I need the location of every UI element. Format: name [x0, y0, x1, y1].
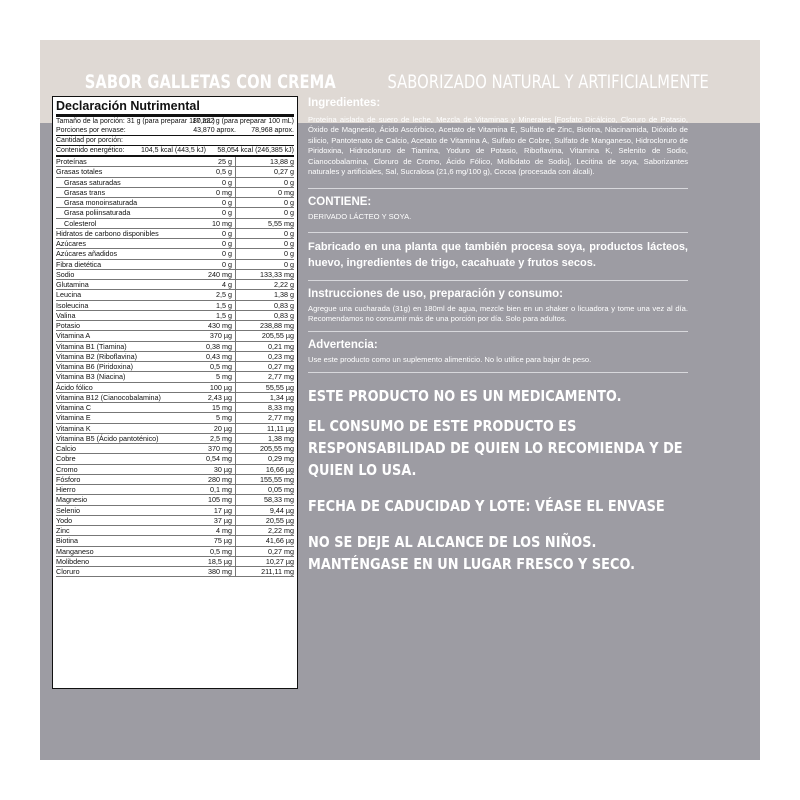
nutrient-row: [56, 301, 294, 311]
info-column: [308, 96, 688, 575]
nutrient-value-per-serving: 4 mg: [180, 526, 236, 535]
divider: [308, 188, 688, 189]
nutrient-value-per-100ml: 1,38 g: [274, 290, 294, 300]
nutrient-value-per-serving: 280 mg: [180, 475, 236, 484]
nutrient-row: [56, 280, 294, 290]
ingredients-title: Ingredientes:: [308, 97, 381, 109]
nutrient-value-per-100ml: 0 g: [284, 259, 294, 269]
amount-per-serving-label: Cantidad por porción:: [56, 137, 123, 144]
servings-per-container-row: [56, 126, 294, 136]
nutrient-row: [56, 331, 294, 341]
nutrient-value-per-100ml: 1,38 mg: [268, 433, 294, 443]
nutrient-row: [56, 167, 294, 177]
flavor-title: SABOR GALLETAS CON CREMA: [84, 70, 336, 93]
nutrient-value-per-100ml: 1,34 µg: [269, 392, 294, 402]
nutrient-value-per-100ml: 0 g: [284, 249, 294, 259]
nutrient-value-per-serving: 17 µg: [180, 506, 236, 515]
nutrient-name: Colesterol: [64, 218, 97, 228]
divider: [308, 232, 688, 233]
nutrient-value-per-100ml: 13,88 g: [270, 157, 294, 166]
nutrient-value-per-100ml: 58,33 mg: [264, 495, 294, 505]
nutrient-value-per-serving: 2,5 mg: [180, 434, 236, 443]
nutrient-value-per-serving: 0,5 g: [180, 167, 236, 176]
nutrient-name: Vitamina B5 (Ácido pantoténico): [56, 433, 159, 443]
nutrient-value-per-serving: 0,5 mg: [180, 547, 236, 556]
nutrient-name: Vitamina A: [56, 331, 91, 341]
nutrient-value-per-serving: 0,1 mg: [180, 485, 236, 494]
instructions-title: Instrucciones de uso, preparación y consumo:: [308, 287, 563, 300]
nutrient-value-per-serving: 0,38 mg: [180, 342, 236, 351]
nutrient-name: Grasas trans: [64, 187, 106, 197]
nutrient-row: [56, 321, 294, 331]
nutrient-row: [56, 260, 294, 270]
nutrient-name: Magnesio: [56, 495, 88, 505]
not-medicine-notice: ESTE PRODUCTO NO ES UN MEDICAMENTO.: [308, 387, 622, 406]
nutrient-value-per-100ml: 41,66 µg: [265, 536, 294, 546]
nutrient-value-per-serving: 370 mg: [180, 444, 236, 453]
energy-row: [56, 146, 294, 157]
nutrient-value-per-100ml: 55,55 µg: [265, 382, 294, 392]
warning-title: Advertencia:: [308, 338, 378, 351]
nutrient-value-per-serving: 0 g: [180, 178, 236, 187]
nutrient-value-per-100ml: 9,44 µg: [269, 505, 294, 515]
nutrient-name: Hidratos de carbono disponibles: [56, 228, 159, 238]
nutrient-name: Selenio: [56, 505, 80, 515]
nutrient-row: [56, 383, 294, 393]
nutrient-row: [56, 485, 294, 495]
nutrient-value-per-serving: 0 mg: [180, 188, 236, 197]
nutrient-value-per-serving: 430 mg: [180, 321, 236, 330]
nutrient-value-per-serving: 380 mg: [180, 567, 236, 576]
nutrient-name: Biotina: [56, 536, 78, 546]
nutrient-value-per-serving: 18,5 µg: [180, 557, 236, 566]
nutrient-name: Molibdeno: [56, 556, 90, 566]
nutrient-value-per-serving: 4 g: [180, 280, 236, 289]
nutrient-name: Potasio: [56, 321, 80, 330]
nutrient-name: Grasas saturadas: [64, 177, 121, 187]
nutrient-row: [56, 536, 294, 546]
nutrient-name: Azúcares: [56, 239, 86, 248]
nutrient-value-per-serving: 0,43 mg: [180, 352, 236, 361]
divider: [308, 331, 688, 332]
nutrient-value-per-serving: 0 g: [180, 260, 236, 269]
nutrient-row: [56, 249, 294, 259]
nutrient-row: [56, 434, 294, 444]
nutrient-name: Vitamina B12 (Cianocobalamina): [56, 392, 161, 402]
contains-text: DERIVADO LÁCTEO Y SOYA.: [308, 212, 412, 222]
nutrient-row: [56, 526, 294, 536]
nutrient-name: Vitamina B1 (Tiamina): [56, 341, 127, 351]
nutrient-value-per-100ml: 5,55 mg: [268, 218, 294, 228]
nutrient-value-per-serving: 1,5 g: [180, 301, 236, 310]
nutrient-name: Vitamina B2 (Riboflavina): [56, 351, 137, 361]
nutrient-name: Valina: [56, 310, 76, 320]
nutrient-value-per-100ml: 2,22 g: [274, 280, 294, 289]
nutrient-name: Cloruro: [56, 567, 80, 576]
nutrient-value-per-serving: 2,43 µg: [180, 393, 236, 402]
nutrient-value-per-100ml: 133,33 mg: [260, 269, 294, 279]
nutrient-row: [56, 219, 294, 229]
nutrient-value-per-100ml: 0,83 g: [274, 310, 294, 320]
flavor-subtitle: SABORIZADO NATURAL Y ARTIFICIALMENTE: [387, 70, 710, 93]
responsibility-notice: EL CONSUMO DE ESTE PRODUCTO ES RESPONSABILIDAD DE QUIEN LO RECOMIENDA Y DE QUIEN LO USA.: [308, 417, 683, 480]
nutrient-name: Grasa monoinsaturada: [64, 198, 138, 207]
nutrient-name: Cobre: [56, 454, 76, 464]
servings-per-container-label: Porciones por envase:: [56, 127, 126, 134]
nutrient-value-per-serving: 10 mg: [180, 219, 236, 228]
nutrient-value-per-100ml: 0,29 mg: [268, 454, 294, 464]
nutrient-name: Leucina: [56, 290, 82, 300]
nutrient-name: Grasa poliinsaturada: [64, 208, 131, 218]
nutrient-rows: [56, 157, 294, 577]
nutrient-name: Vitamina C: [56, 403, 92, 412]
amount-per-serving-row: [56, 136, 294, 146]
energy-value-2: 58,054 kcal (246,385 kJ): [217, 147, 294, 154]
nutrient-value-per-100ml: 0,23 mg: [268, 351, 294, 361]
nutrient-value-per-100ml: 20,55 µg: [265, 515, 294, 525]
nutrient-row: [56, 424, 294, 434]
nutrient-value-per-serving: 0,5 mg: [180, 362, 236, 371]
nutrient-value-per-serving: 75 µg: [180, 536, 236, 545]
nutrient-row: [56, 362, 294, 372]
nutrient-name: Fibra dietética: [56, 259, 102, 269]
nutrient-name: Vitamina B3 (Niacina): [56, 372, 126, 382]
nutrient-value-per-100ml: 0,05 mg: [268, 485, 294, 494]
nutrient-row: [56, 342, 294, 352]
nutrient-row: [56, 372, 294, 382]
nutrient-value-per-serving: 1,5 g: [180, 311, 236, 320]
nutrient-row: [56, 495, 294, 505]
energy-value-1: 104,5 kcal (443,5 kJ): [141, 147, 206, 154]
nutrient-value-per-serving: 5 mg: [180, 372, 236, 381]
nutrient-name: Yodo: [56, 515, 73, 525]
storage-notice: NO SE DEJE AL ALCANCE DE LOS NIÑOS. MANTÉNGASE EN UN LUGAR FRESCO Y SECO.: [308, 533, 636, 574]
nutrient-row: [56, 557, 294, 567]
nutrient-name: Manganeso: [56, 546, 94, 556]
nutrient-value-per-100ml: 205,55 µg: [261, 331, 294, 341]
serving-size-label: Tamaño de la porción:: [56, 118, 125, 125]
nutrient-row: [56, 403, 294, 413]
nutrient-value-per-serving: 0,54 mg: [180, 454, 236, 463]
divider: [308, 372, 688, 373]
nutrient-value-per-100ml: 238,88 mg: [260, 321, 294, 330]
nutrient-name: Grasas totales: [56, 167, 103, 177]
nutrient-value-per-100ml: 2,22 mg: [268, 526, 294, 535]
nutrient-value-per-100ml: 8,33 mg: [268, 403, 294, 412]
serving-size-value-2: 17,222 g (para preparar 100 mL): [192, 118, 294, 125]
nutrient-value-per-100ml: 211,11 mg: [261, 567, 294, 576]
nutrient-row: [56, 444, 294, 454]
nutrient-value-per-serving: 30 µg: [180, 465, 236, 474]
nutrient-row: [56, 547, 294, 557]
nutrient-value-per-100ml: 2,77 mg: [268, 413, 294, 423]
nutrient-row: [56, 157, 294, 167]
energy-label: Contenido energético:: [56, 147, 125, 154]
nutrient-row: [56, 239, 294, 249]
servings-per-container-1: 43,870 aprox.: [193, 127, 236, 134]
servings-per-container-2: 78,968 aprox.: [251, 127, 294, 134]
nutrient-value-per-serving: 0 g: [180, 249, 236, 258]
nutrient-value-per-serving: 15 mg: [180, 403, 236, 412]
contains-title: CONTIENE:: [308, 196, 372, 209]
nutrient-row: [56, 311, 294, 321]
nutrient-row: [56, 229, 294, 239]
nutrient-row: [56, 413, 294, 423]
nutrient-value-per-serving: 0 g: [180, 239, 236, 248]
nutrient-value-per-100ml: 0,21 mg: [268, 341, 294, 351]
nutrient-value-per-100ml: 2,77 mg: [268, 372, 294, 382]
serving-size-value-1: 31 g (para preparar 180 mL): [126, 118, 215, 125]
nutrient-name: Vitamina K: [56, 423, 91, 433]
nutrient-name: Proteínas: [56, 157, 87, 166]
nutrient-value-per-100ml: 11,11 µg: [266, 423, 294, 433]
nutrient-value-per-100ml: 0 mg: [278, 187, 294, 197]
nutrient-value-per-serving: 240 mg: [180, 270, 236, 279]
nutrient-value-per-serving: 0 g: [180, 208, 236, 217]
nutrient-name: Azúcares añadidos: [56, 249, 118, 259]
ingredients-text: Proteína aislada de suero de leche, Mezcla de Vitaminas y Minerales [Fosfato Dicálcico, Cloruro de Potasio, Óxido de Magnesio, Ácido Ascórbico, Acetato de Vitamina E, Sulfato de Zinc, Biotina, Niacinamida, Dióxido de silicio, Pantotenato de Calcio, Acetato de Vitamina A, Sulfato de Cobre, Sulfato de Manganeso, Hidrocloruro de Piridoxina, Hidrocloruro de Tiamina, Yoduro de Potasio, Riboflavina, Vitamina K, Selenito de Sodio, Cianocobalamina, Cloruro de Cromo, Ácido Fólico, Molibdato de Sodio], Lecitina de soya, Saborizantes naturales y artificiales, Sal, Sucralosa (21,6 mg/100 g), Cocoa (procesada con álcali).: [308, 115, 688, 177]
nutrition-facts-table: [52, 96, 298, 689]
nutrient-row: [56, 567, 294, 577]
nutrient-value-per-serving: 0 g: [180, 198, 236, 207]
serving-size-row: [56, 117, 294, 126]
nutrient-value-per-serving: 100 µg: [180, 383, 236, 392]
nutrient-row: [56, 270, 294, 280]
nutrient-name: Vitamina B6 (Piridoxina): [56, 362, 133, 371]
nutrient-value-per-100ml: 155,55 mg: [260, 474, 294, 484]
nutrient-value-per-serving: 2,5 g: [180, 290, 236, 299]
nutrient-name: Zinc: [56, 526, 70, 535]
nutrient-row: [56, 516, 294, 526]
nutrient-value-per-100ml: 0 g: [284, 239, 294, 248]
nutrient-value-per-100ml: 10,27 µg: [265, 556, 294, 566]
nutrient-value-per-100ml: 0 g: [284, 228, 294, 238]
nutrient-row: [56, 178, 294, 188]
nutrient-name: Glutamina: [56, 280, 89, 289]
nutrient-row: [56, 465, 294, 475]
nutrient-value-per-serving: 37 µg: [180, 516, 236, 525]
nutrient-name: Hierro: [56, 485, 76, 494]
nutrient-row: [56, 506, 294, 516]
nutrient-name: Vitamina E: [56, 413, 91, 423]
nutrient-value-per-serving: 0 g: [180, 229, 236, 238]
nutrient-name: Isoleucina: [56, 300, 89, 310]
nutrient-row: [56, 475, 294, 485]
expiry-notice: FECHA DE CADUCIDAD Y LOTE: VÉASE EL ENVASE: [308, 497, 665, 516]
nutrient-value-per-serving: 5 mg: [180, 413, 236, 422]
nutrient-value-per-serving: 20 µg: [180, 424, 236, 433]
divider: [308, 280, 688, 281]
nutrient-row: [56, 454, 294, 464]
nutrient-name: Cromo: [56, 464, 78, 474]
nutrient-value-per-100ml: 0,83 g: [274, 300, 294, 310]
nutrient-value-per-100ml: 0 g: [284, 177, 294, 187]
nutrient-row: [56, 290, 294, 300]
nutrient-row: [56, 393, 294, 403]
nutrition-title: Declaración Nutrimental: [56, 99, 294, 117]
nutrient-value-per-100ml: 16,66 µg: [265, 464, 294, 474]
nutrient-value-per-100ml: 0,27 mg: [268, 362, 294, 371]
nutrient-row: [56, 352, 294, 362]
nutrient-value-per-serving: 105 mg: [180, 495, 236, 504]
nutrient-value-per-100ml: 0,27 g: [274, 167, 294, 177]
facility-text: Fabricado en una planta que también procesa soya, productos lácteos, huevo, ingredientes de trigo, cacahuate y frutos secos.: [308, 240, 688, 269]
nutrient-value-per-100ml: 0 g: [284, 198, 294, 207]
nutrient-name: Sodio: [56, 269, 75, 279]
nutrient-name: Fósforo: [56, 474, 81, 484]
instructions-text: Agregue una cucharada (31g) en 180ml de agua, mezcle bien en un shaker o licuadora y tome una vez al día. Recomendamos no consumir más de una porción por día. Solo para adultos.: [308, 303, 688, 324]
nutrient-value-per-100ml: 0 g: [284, 208, 294, 218]
nutrient-value-per-serving: 370 µg: [180, 331, 236, 340]
warning-text: Use este producto como un suplemento alimenticio. No lo utilice para bajar de peso.: [308, 354, 592, 364]
nutrient-value-per-100ml: 205,55 mg: [260, 444, 294, 453]
nutrient-row: [56, 198, 294, 208]
nutrient-name: Calcio: [56, 444, 76, 453]
nutrient-value-per-100ml: 0,27 mg: [268, 546, 294, 556]
nutrient-value-per-serving: 25 g: [180, 157, 236, 166]
nutrient-row: [56, 188, 294, 198]
nutrient-name: Ácido fólico: [56, 382, 93, 392]
nutrient-row: [56, 208, 294, 218]
